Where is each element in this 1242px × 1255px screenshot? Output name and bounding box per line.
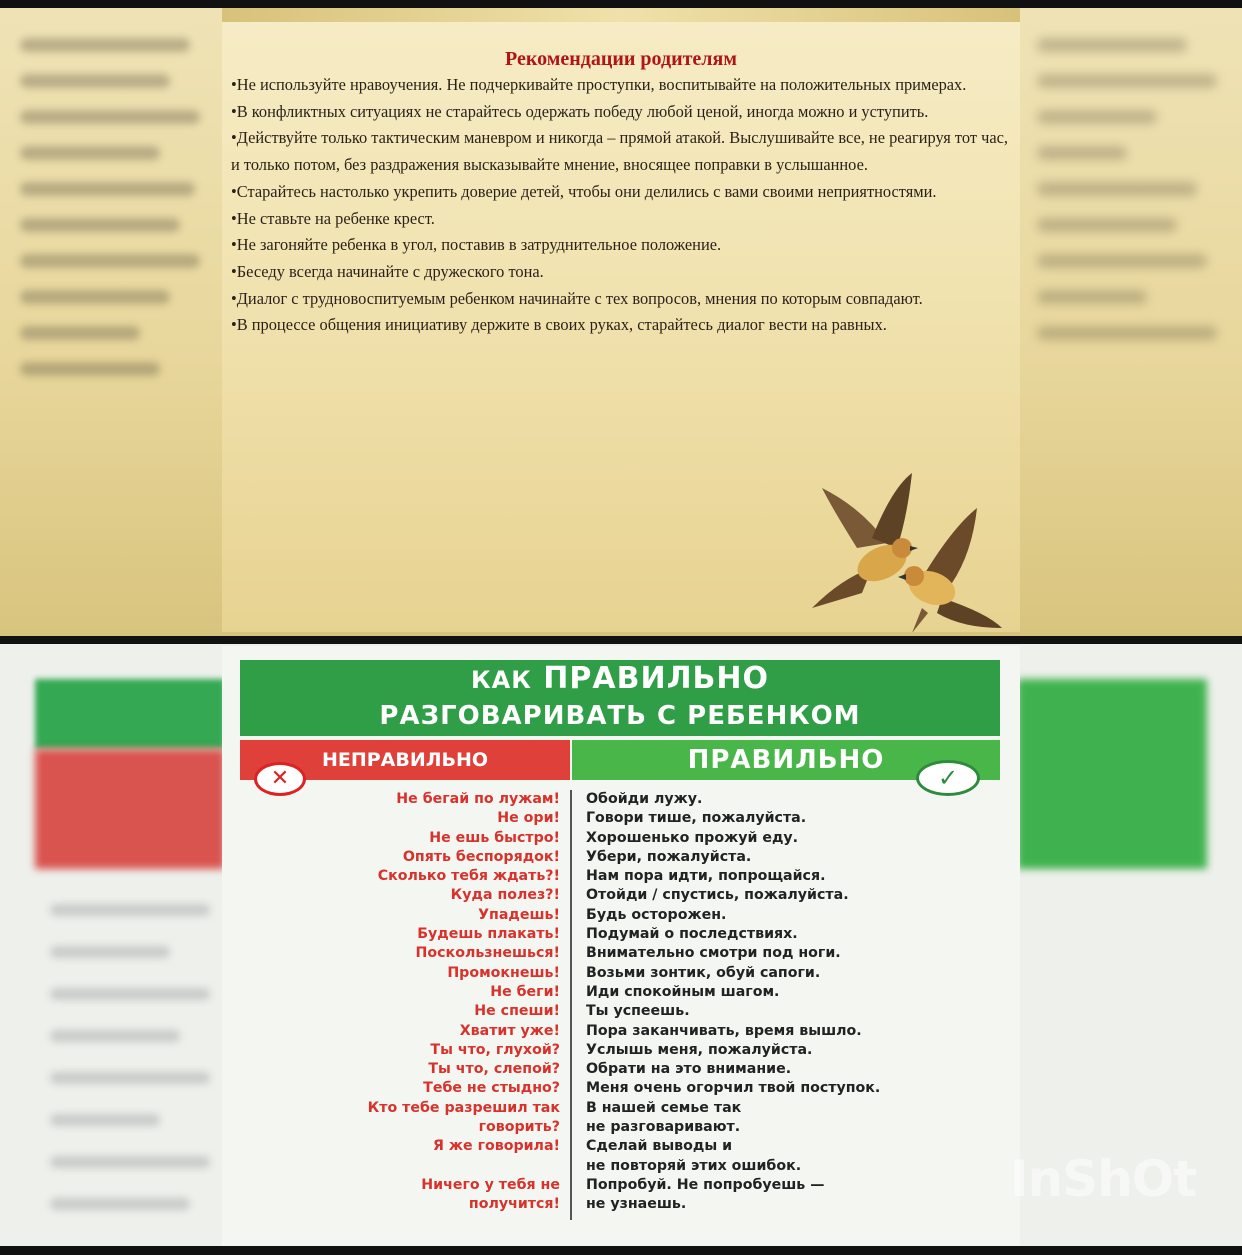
poster-title-small: КАК bbox=[471, 666, 532, 694]
recommendation-item: •Беседу всегда начинайте с дружеского тона. bbox=[231, 261, 544, 281]
wrong-phrase: Опять беспорядок! bbox=[402, 848, 560, 865]
wrong-phrase: Не спеши! bbox=[474, 1003, 560, 1020]
blurred-rows-left bbox=[50, 904, 210, 1240]
right-phrase: Иди спокойным шагом. bbox=[586, 983, 780, 1000]
wrong-phrase: Будешь плакать! bbox=[417, 926, 560, 943]
table-row bbox=[240, 1176, 1000, 1195]
right-phrase: Подумай о последствиях. bbox=[586, 926, 798, 943]
wrong-phrase: Не ешь быстро! bbox=[429, 829, 560, 846]
table-row bbox=[240, 1099, 1000, 1118]
recommendations-content bbox=[231, 46, 1011, 339]
right-phrase: Хорошенько прожуй еду. bbox=[586, 829, 799, 846]
poster-title-line1 bbox=[240, 660, 1000, 699]
talking-to-child-poster bbox=[222, 646, 1020, 1246]
inshot-watermark: InShOt bbox=[1010, 1150, 1197, 1208]
recommendation-item: •Не ставьте на ребенке крест. bbox=[231, 208, 435, 228]
right-phrase: В нашей семье так bbox=[586, 1099, 742, 1116]
recommendation-item: •Действуйте только тактическим маневром и никогда – прямой атакой. Выслушивайте все, не реагируя тот час, и только потом, без раздражения высказывайте мнение, вносящее поправки в услышанное. bbox=[231, 128, 1008, 175]
table-row bbox=[240, 906, 1000, 925]
checkmark-icon: ✓ bbox=[916, 760, 980, 796]
table-row bbox=[240, 983, 1000, 1002]
table-row bbox=[240, 1118, 1000, 1137]
table-row bbox=[240, 1195, 1000, 1214]
wrong-phrase: Ты что, глухой? bbox=[430, 1041, 560, 1058]
right-phrase: Попробуй. Не попробуешь — bbox=[586, 1176, 825, 1193]
wrong-phrase: Ты что, слепой? bbox=[428, 1061, 560, 1078]
blurred-wrong-left bbox=[35, 749, 225, 869]
recommendation-item: •В конфликтных ситуациях не старайтесь одержать победу любой ценой, иногда можно и уступить. bbox=[231, 101, 929, 121]
wrong-phrase: Поскользнешься! bbox=[415, 945, 560, 962]
bird-left-icon bbox=[812, 473, 918, 608]
recommendation-item: •Диалог с трудновоспитуемым ребенком начинайте с тех вопросов, мнения по которым совпадают. bbox=[231, 288, 923, 308]
right-phrase: Возьми зонтик, обуй сапоги. bbox=[586, 964, 821, 981]
right-phrase: не разговаривают. bbox=[586, 1119, 741, 1136]
table-row bbox=[240, 867, 1000, 886]
blurred-text-left bbox=[20, 38, 200, 398]
blurred-header-left bbox=[35, 679, 225, 749]
table-row bbox=[240, 1079, 1000, 1098]
blurred-text-right bbox=[1037, 38, 1227, 362]
right-phrase: не повторяй этих ошибок. bbox=[586, 1157, 802, 1174]
table-row bbox=[240, 1022, 1000, 1041]
table-row bbox=[240, 790, 1000, 809]
recommendations-title: Рекомендации родителям bbox=[505, 48, 737, 70]
table-row bbox=[240, 809, 1000, 828]
table-row bbox=[240, 1041, 1000, 1060]
phrases-table bbox=[240, 790, 1000, 1215]
right-phrase: Говори тише, пожалуйста. bbox=[586, 810, 807, 827]
right-phrase: Отойди / спустись, пожалуйста. bbox=[586, 887, 849, 904]
wrong-column-header: НЕПРАВИЛЬНО bbox=[240, 740, 570, 780]
table-row bbox=[240, 848, 1000, 867]
table-row bbox=[240, 829, 1000, 848]
table-row bbox=[240, 886, 1000, 905]
table-row bbox=[240, 944, 1000, 963]
poster-header bbox=[240, 660, 1000, 736]
right-phrase: Нам пора идти, попрощайся. bbox=[586, 868, 826, 885]
right-phrase: Будь осторожен. bbox=[586, 906, 727, 923]
recommendation-item: •В процессе общения инициативу держите в своих руках, старайтесь диалог вести на равных. bbox=[231, 315, 887, 335]
table-row bbox=[240, 1060, 1000, 1079]
wrong-phrase: Хватит уже! bbox=[459, 1022, 560, 1039]
table-row bbox=[240, 925, 1000, 944]
recommendation-item: •Старайтесь настолько укрепить доверие детей, чтобы они делились с вами своими неприятностями. bbox=[231, 181, 937, 201]
right-phrase: не узнаешь. bbox=[586, 1196, 687, 1213]
wrong-phrase: Упадешь! bbox=[478, 906, 560, 923]
wrong-phrase: Сколько тебя ждать?! bbox=[377, 868, 560, 885]
right-phrase: Пора заканчивать, время вышло. bbox=[586, 1022, 862, 1039]
wrong-phrase: Не бегай по лужам! bbox=[396, 791, 560, 807]
wrong-phrase: Я же говорила! bbox=[433, 1138, 560, 1155]
wrong-phrase: Ничего у тебя не bbox=[421, 1176, 560, 1193]
right-phrase: Обойди лужу. bbox=[586, 791, 703, 807]
right-phrase: Сделай выводы и bbox=[586, 1138, 733, 1155]
wrong-phrase: говорить? bbox=[478, 1119, 560, 1136]
bird-right-icon bbox=[898, 508, 1002, 632]
poster-title-line2: РАЗГОВАРИВАТЬ С РЕБЕНКОМ bbox=[379, 701, 861, 731]
table-row bbox=[240, 1002, 1000, 1021]
recommendation-item: •Не загоняйте ребенка в угол, поставив в затруднительное положение. bbox=[231, 235, 722, 255]
wrong-phrase: получится! bbox=[468, 1196, 560, 1213]
table-row bbox=[240, 1157, 1000, 1176]
birds-illustration bbox=[802, 468, 1012, 632]
wrong-phrase: Промокнешь! bbox=[447, 964, 560, 981]
wrong-phrase bbox=[240, 1157, 562, 1176]
table-row bbox=[240, 1137, 1000, 1156]
right-phrase: Ты успеешь. bbox=[586, 1003, 690, 1020]
wrong-phrase: Куда полез?! bbox=[450, 887, 560, 904]
recommendation-item: •Не используйте нравоучения. Не подчеркивайте проступки, воспитывайте на положительных примерах. bbox=[231, 75, 967, 94]
right-phrase: Меня очень огорчил твой поступок. bbox=[586, 1080, 881, 1097]
blurred-header-right bbox=[1017, 679, 1207, 869]
recommendations-slide bbox=[222, 8, 1020, 632]
right-phrase: Услышь меня, пожалуйста. bbox=[586, 1041, 813, 1058]
wrong-phrase: Кто тебе разрешил так bbox=[367, 1099, 560, 1116]
wrong-phrase: Тебе не стыдно? bbox=[423, 1080, 560, 1097]
right-phrase: Убери, пожалуйста. bbox=[586, 848, 752, 865]
wrong-phrase: Не ори! bbox=[497, 810, 560, 827]
right-phrase: Обрати на это внимание. bbox=[586, 1061, 792, 1078]
right-phrase: Внимательно смотри под ноги. bbox=[586, 945, 841, 962]
poster-title-big: ПРАВИЛЬНО bbox=[543, 661, 769, 696]
right-column-header: ПРАВИЛЬНО bbox=[572, 740, 1000, 780]
table-row bbox=[240, 964, 1000, 983]
slide-top-border bbox=[222, 8, 1020, 22]
wrong-phrase: Не беги! bbox=[490, 983, 560, 1000]
cross-icon: ✕ bbox=[254, 762, 306, 796]
